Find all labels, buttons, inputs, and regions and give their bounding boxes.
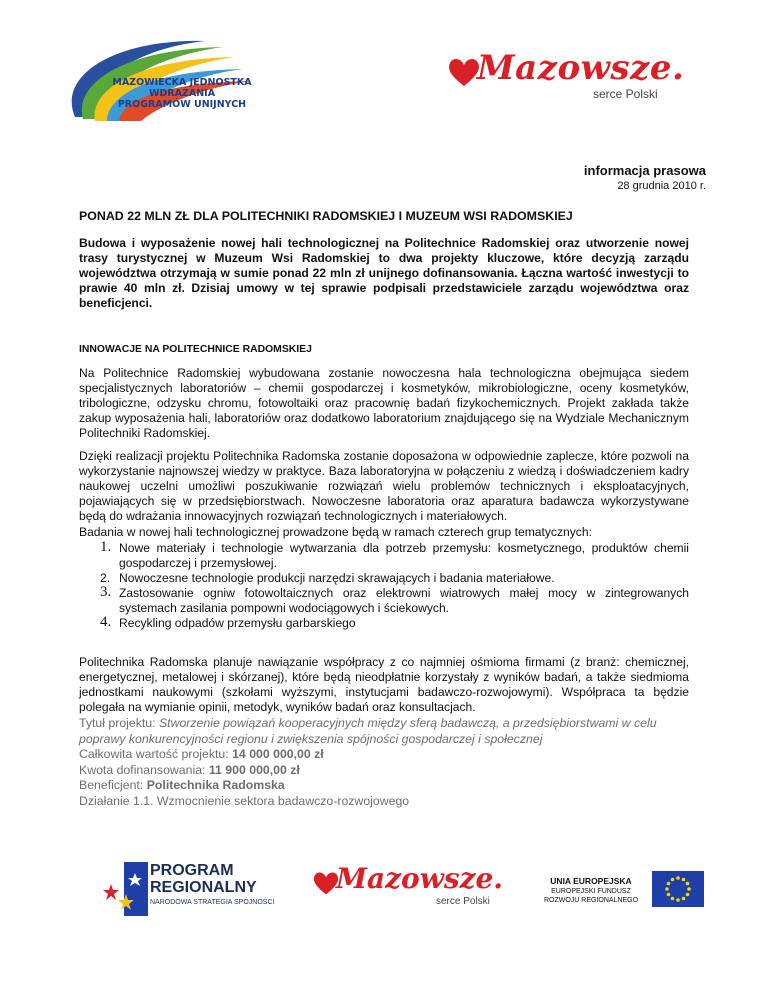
paragraph-3: Badania w nowej hali technologicznej prowadzone będą w ramach czterech grup tematycznych: xyxy=(79,525,592,539)
program-line3: NARODOWA STRATEGIA SPÓJNOŚCI xyxy=(150,899,275,906)
eu-line3: ROZWOJU REGIONALNEGO xyxy=(543,897,639,904)
mjwpu-logo xyxy=(55,35,260,125)
project-funding-value: 11 900 000,00 zł xyxy=(208,762,300,777)
project-action: Działanie 1.1. Wzmocnienie sektora badawczo-rozwojowego xyxy=(79,793,410,808)
article-title: PONAD 22 MLN ZŁ DLA POLITECHNIKI RADOMSKIEJ I MUZEUM WSI RADOMSKIEJ xyxy=(79,209,573,223)
program-line1: PROGRAM xyxy=(150,862,234,879)
section-heading: INNOWACJE NA POLITECHNICE RADOMSKIEJ xyxy=(79,344,312,355)
press-date: 28 grudnia 2010 r. xyxy=(617,180,706,192)
list-number: 3. xyxy=(100,584,112,600)
list-number: 4. xyxy=(100,614,112,630)
eu-flag-icon xyxy=(652,871,704,907)
mazowsze-logo-header xyxy=(447,48,702,104)
list-item xyxy=(79,586,689,616)
project-title-label: Tytuł projektu: xyxy=(79,716,159,730)
project-funding-label: Kwota dofinansowania: xyxy=(79,762,209,777)
project-total-value: 14 000 000,00 zł xyxy=(232,747,324,761)
list-item xyxy=(79,541,689,571)
project-title-row xyxy=(79,716,699,747)
paragraph-1: Na Politechnice Radomskiej wybudowana zostanie nowoczesna hala technologiczna obejmująca siedem specjalistycznych laboratoriów – chemii gospodarczej i kosmetyków, mikrobiologiczne, oceny kosmetyków, tribologiczne, odzysku chromu, fotowoltaiki oraz pracownię badań fizykochemicznych. Projekt zakłada także zakup wyposażenia hali, laboratoriów oraz dodatkowo laboratorium znajdującego się na Wydziale Mechanicznym Politechniki Radomskiej. xyxy=(79,366,689,440)
paragraph-4: Politechnika Radomska planuje nawiązanie współpracy z co najmniej ośmioma firmami (z branż: chemicznej, energetycznej, metalowej i skórzanej), które będą nieodpłatnie korzystały z wyników badań, a także siedmioma jednostkami naukowymi (szkołami wyższymi, instytucjami badawczo-rozwojowymi). Współpraca ta będzie polegała na wymianie opinii, metodyk, wyników badań oraz konsultacjach. xyxy=(79,655,689,714)
mjwpu-line3: PROGRAMÓW UNIJNYCH xyxy=(117,99,247,110)
project-beneficiary-row xyxy=(79,778,699,794)
mjwpu-line1: MAZOWIECKA JEDNOSTKA xyxy=(112,77,252,88)
topics-list xyxy=(79,541,689,631)
list-number: 1. xyxy=(100,539,112,555)
list-number: 2. xyxy=(100,571,111,585)
stars-icon xyxy=(100,860,152,918)
program-line2: REGIONALNY xyxy=(150,879,257,896)
list-text: Zastosowanie ogniw fotowoltaicznych oraz elektrowni wiatrowych małej mocy w zintegrowanych systemach zasilania pompowni wodociągowych i ściekowych. xyxy=(119,586,689,615)
project-total-label: Całkowita wartość projektu: xyxy=(79,747,233,761)
list-item xyxy=(79,571,689,586)
list-item xyxy=(79,616,689,631)
mazowsze-logo-footer xyxy=(312,862,522,910)
list-text: Nowe materiały i technologie wytwarzania dla potrzeb przemysłu: kosmetycznego, produktów chemii gospodarczej i przemysłowej. xyxy=(119,541,689,570)
eu-caption xyxy=(533,876,649,905)
project-details xyxy=(79,716,699,809)
mazowsze-wordmark: Mazowsze. xyxy=(477,48,685,88)
eu-line2: EUROPEJSKI FUNDUSZ xyxy=(551,888,631,895)
program-regionalny-logo xyxy=(100,860,300,920)
heart-icon xyxy=(447,56,481,88)
article-lead: Budowa i wyposażenie nowej hali technologicznej na Politechnice Radomskiej oraz utworzenie nowej trasy turystycznej w Muzeum Wsi Radomskiej to dwa projekty kluczowe, które decyzją zarządu województwa otrzymają w sumie ponad 22 mln zł unijnego dofinansowania. Łączna wartość inwestycji to prawie 40 mln zł. Dzisiaj umowy w tej sprawie podpisali przedstawiciele zarządu województwa oraz beneficjenci. xyxy=(79,236,689,310)
paragraph-2: Dzięki realizacji projektu Politechnika Radomska zostanie doposażona w odpowiednie zaplecze, które pozwoli na wykorzystanie najnowszej wiedzy w praktyce. Baza laboratoryjna w połączeniu z wiedzą i doświadczeniem kadry naukowej uczelni umożliwi poszukiwanie rozwiązań wielu problemów technicznych i eksploatacyjnych, pojawiających się w przedsiębiorstwach. Nowoczesne laboratoria oraz aparatura badawcza wykorzystywane będą do wdrażania innowacyjnych rozwiązań technologicznych i materiałowych. xyxy=(79,449,689,523)
eu-line1: UNIA EUROPEJSKA xyxy=(550,876,632,886)
press-release-label: informacja prasowa xyxy=(583,163,706,178)
project-beneficiary-label: Beneficjent: xyxy=(79,778,147,792)
mazowsze-wordmark: Mazowsze. xyxy=(336,862,504,895)
list-text: Recykling odpadów przemysłu garbarskiego xyxy=(119,616,356,630)
project-title-value: Stworzenie powiązań kooperacyjnych między sferą badawczą, a przedsiębiorstwami w celu poprawy konkurencyjności regionu i zwiększenia spójności gospodarczej i społecznej xyxy=(79,716,657,746)
project-beneficiary-value: Politechnika Radomska xyxy=(146,778,285,792)
list-text: Nowoczesne technologie produkcji narzędzi skrawających i badania materiałowe. xyxy=(119,571,555,585)
project-funding-row xyxy=(79,763,699,779)
mazowsze-tagline: serce Polski xyxy=(436,896,490,907)
mjwpu-line2: WDRAŻANIA xyxy=(148,88,216,99)
project-total-row xyxy=(79,747,699,763)
mazowsze-tagline: serce Polski xyxy=(593,87,658,101)
